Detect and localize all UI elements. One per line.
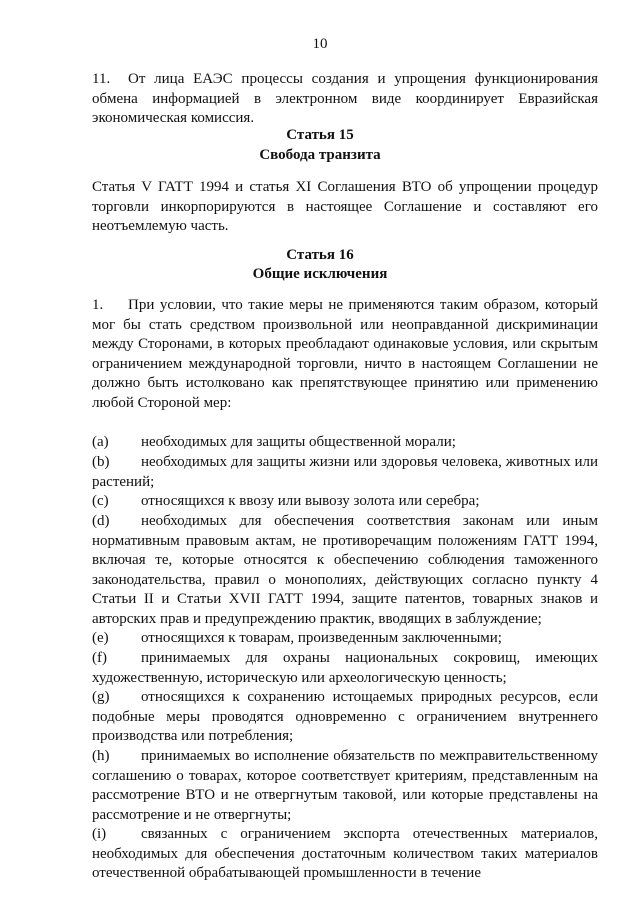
list-item-i [92,825,598,884]
article-15-subtitle: Свобода транзита [259,147,381,163]
list-item-g [92,688,598,747]
list-item-f [92,649,598,688]
list-item-letter: (d) [92,513,110,529]
paragraph-11 [92,70,598,129]
list-item-e [92,629,598,649]
list-item-letter: (c) [92,493,109,509]
paragraph-number: 1. [92,297,104,313]
article-16-paragraph-1 [92,296,598,414]
list-item-text: относящихся к товарам, произведенным заключенными; [141,630,502,646]
list-item-text: необходимых для защиты жизни или здоровья человека, животных или растений; [92,454,598,490]
list-item-letter: (g) [92,689,110,705]
paragraph-text: От лица ЕАЭС процессы создания и упрощения функционирования обмена информацией в электронном виде координирует Евразийская экономическая комиссия. [92,71,598,127]
list-item-letter: (f) [92,650,107,666]
paragraph-number: 11. [92,71,111,87]
list-item-c [92,492,598,512]
list-item-text: принимаемых для охраны национальных сокровищ, имеющих художественную, историческую или археологическую ценность; [92,650,598,686]
list-item-text: необходимых для защиты общественной морали; [141,434,456,450]
list-item-h [92,747,598,825]
list-item-d [92,512,598,630]
list-item-letter: (h) [92,748,110,764]
list-item-letter: (i) [92,826,107,842]
list-item-b [92,453,598,492]
list-item-text: относящихся к ввозу или вывозу золота или серебра; [141,493,480,509]
list-item-text: принимаемых во исполнение обязательств по межправительственному соглашению о товарах, которое соответствует критериям, представленным на рассмотрение ВТО и не отвергнутым таковой, или которые представлены на рассмотрение и не отвергнуты; [92,748,598,823]
list-item-letter: (b) [92,454,110,470]
list-item-text: связанных с ограничением экспорта отечественных материалов, необходимых для обеспечения достаточным количеством таких материалов отечественной обрабатывающей промышленности в течение [92,826,598,882]
article-15-title: Статья 15 [286,127,354,143]
article-16-subtitle: Общие исключения [252,266,388,282]
list-item-text: необходимых для обеспечения соответствия законам или иным нормативным правовым актам, не противоречащим положениям ГАТТ 1994, включая те, которые относятся к обеспечению соблюдения таможенного законодательства, правил о монополиях, действующих согласно пункту 4 Статьи II и Статьи XVII ГАТТ 1994, защите патентов, товарных знаков и авторских прав и предупреждению практик, вводящих в заблуждение; [92,513,598,627]
paragraph-text: При условии, что такие меры не применяются таким образом, который мог бы стать средством произвольной или неоправданной дискриминации между Сторонами, в которых преобладают одинаковые условия, или скрытым ограничением международной торговли, ничто в настоящем Соглашении не должно быть истолковано как препятствующее принятию или применению любой Стороной мер: [92,297,598,411]
list-item-a [92,433,598,453]
article-16-title: Статья 16 [286,247,354,263]
list-item-letter: (a) [92,434,109,450]
article-15-text: Статья V ГАТТ 1994 и статья XI Соглашения ВТО об упрощении процедур торговли инкорпорируются в настоящее Соглашение и составляют его неотъемлемую часть. [92,179,598,235]
list-item-letter: (e) [92,630,109,646]
page-number: 10 [312,36,328,52]
list-item-text: относящихся к сохранению истощаемых природных ресурсов, если подобные меры проводятся одновременно с ограничением внутреннего производства или потребления; [92,689,598,745]
